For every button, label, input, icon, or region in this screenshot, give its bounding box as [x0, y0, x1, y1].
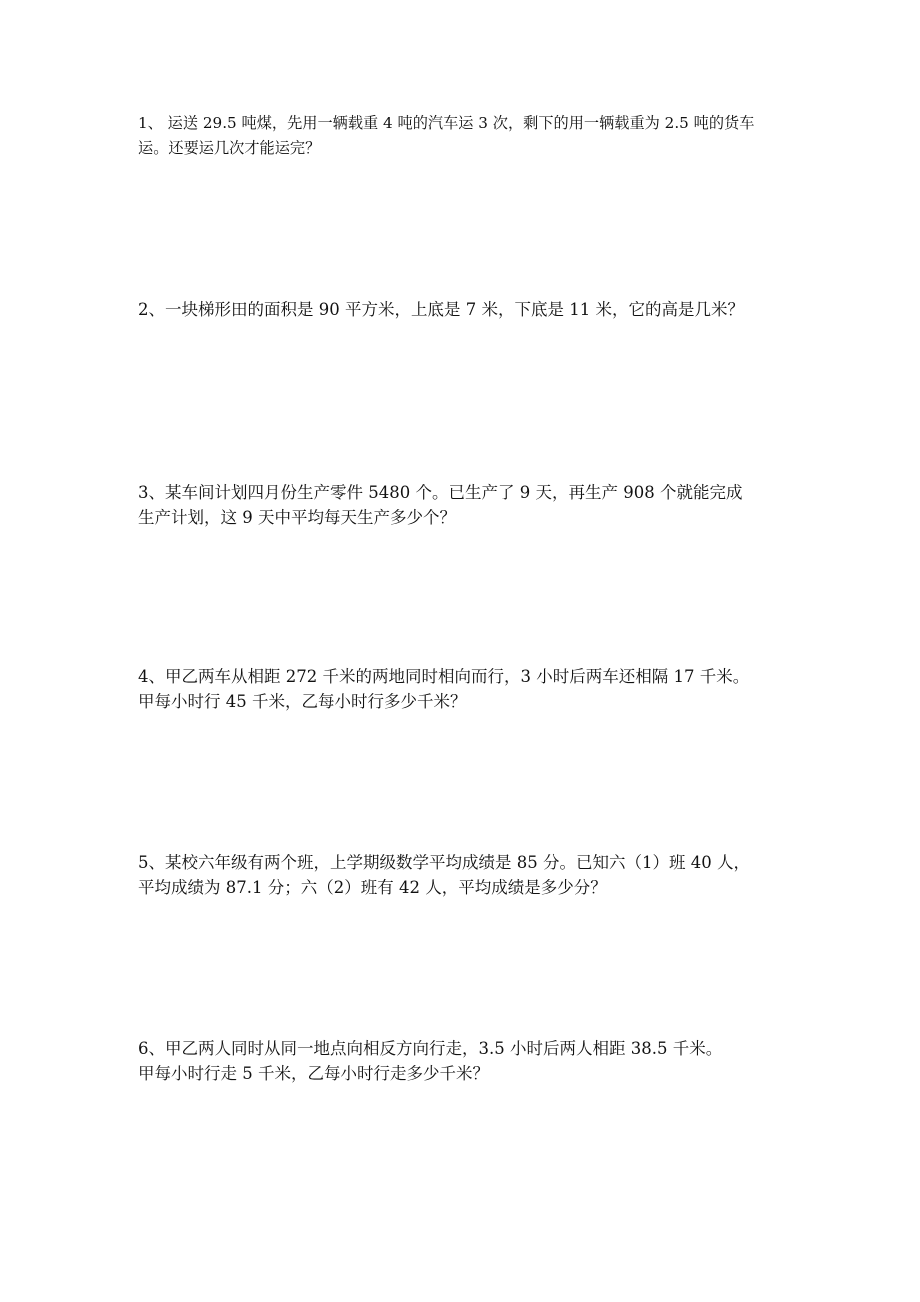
problem-4-line-2: 甲每小时行 45 千米，乙每小时行多少千米？ — [138, 692, 467, 711]
problem-2 — [138, 297, 788, 322]
problem-6-line-2: 甲每小时行走 5 千米，乙每小时行走多少千米？ — [138, 1064, 489, 1083]
problem-5 — [138, 850, 788, 900]
problem-5-line-1: 5、某校六年级有两个班，上学期级数学平均成绩是 85 分。已知六（1）班 40 人， — [138, 853, 750, 872]
problem-3-line-2: 生产计划，这 9 天中平均每天生产多少个？ — [138, 508, 456, 527]
problem-4 — [138, 664, 788, 714]
problem-5-line-2: 平均成绩为 87.1 分；六（2）班有 42 人，平均成绩是多少分？ — [138, 878, 607, 897]
problem-1 — [138, 111, 788, 161]
problem-6 — [138, 1036, 788, 1086]
problem-1-line-2: 运。还要运几次才能运完？ — [138, 139, 321, 157]
problem-4-line-1: 4、甲乙两车从相距 272 千米的两地同时相向而行，3 小时后两车还相隔 17 千米。 — [138, 667, 750, 686]
problem-6-line-1: 6、甲乙两人同时从同一地点向相反方向行走，3.5 小时后两人相距 38.5 千米。 — [138, 1039, 723, 1058]
problem-3-line-1: 3、某车间计划四月份生产零件 5480 个。已生产了 9 天，再生产 908 个就能完成 — [138, 483, 743, 502]
problem-3 — [138, 480, 788, 530]
problem-2-line-1: 2、一块梯形田的面积是 90 平方米，上底是 7 米，下底是 11 米，它的高是几米？ — [138, 300, 744, 319]
problem-1-line-1: 1、 运送 29.5 吨煤，先用一辆载重 4 吨的汽车运 3 次，剩下的用一辆载重为 2.5 吨的货车 — [138, 114, 755, 132]
